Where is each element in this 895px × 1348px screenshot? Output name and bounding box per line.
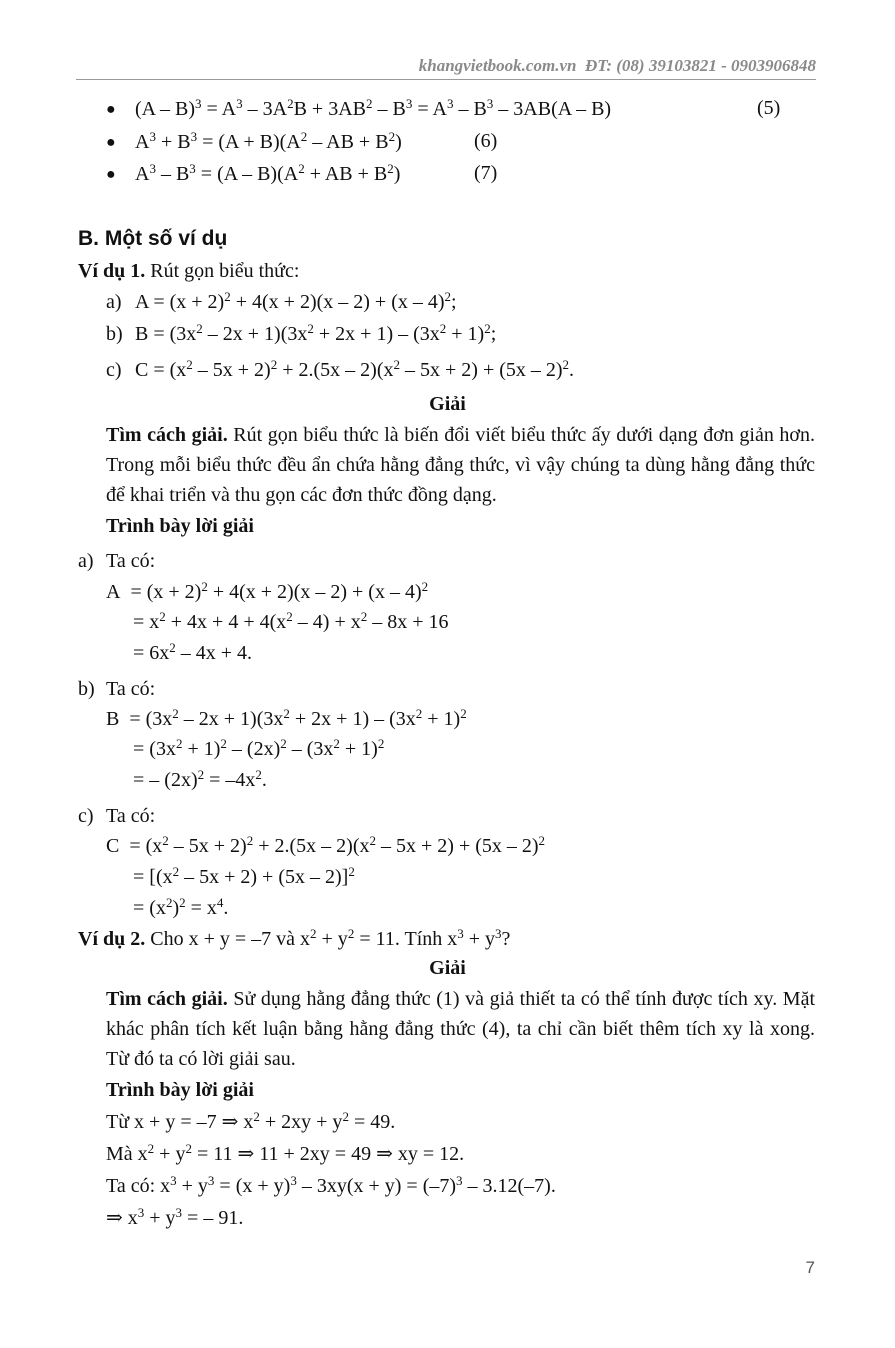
example-label: Ví dụ 2. [78,928,146,950]
page-header [0,56,816,76]
example-text: Rút gọn biểu thức: [145,260,300,282]
part-intro: Ta có: [106,805,156,827]
part-letter: a) [78,550,94,572]
method-text: Rút gọn biểu thức là biến đổi viết biểu thức ấy dưới dạng đơn giản hơn. Trong mỗi biểu thức đều ẩn chứa hằng đẳng thức, vì vậy chúng ta dùng hằng đẳng thức để khai triển và thu gọn các đơn thức đồng dạng. [106,424,815,506]
solution-title: Giải [429,957,466,979]
method-text: Sử dụng hằng đẳng thức (1) và giả thiết ta có thể tính được tích xy. Mặt khác phân tích kết luận bằng hằng đẳng thức (4), ta chỉ cần biết thêm tích xy là xong. Từ đó ta có lời giải sau. [106,988,815,1070]
work-line: ⇒ $x^3 + y^3$ = – 91. [106,1205,244,1229]
part-letter: b) [78,678,95,700]
formula-number: (5) [757,97,781,119]
bullet-icon: ● [106,101,116,118]
work-line: = $(3x^2 + 1)^2 - (2x)^2 - (3x^2 + 1)^2$ [133,736,385,760]
header-phone: ĐT: (08) 39103821 - 0903906848 [584,56,816,75]
ex1-item-letter: c) [106,359,122,381]
work-line: $C = (x^2 - 5x + 2)^2 + 2.(5x - 2)(x^2 - 5x + 2) + (5x - 2)^2$ [106,833,546,857]
work-line: Ta có: $x^3 + y^3 = (x + y)^3 - 3xy(x + y) = (-7)^3 - 3.12(-7)$. [106,1173,556,1197]
formula-number: (6) [474,130,498,152]
bullet-icon: ● [106,134,116,151]
formula-6: $A^3 + B^3 = (A + B)(A^2$ – AB + $B^2$) [135,129,402,153]
work-line: = $(x^2)^2 = x^4$. [133,895,229,919]
method-paragraph [106,984,815,1074]
formula-5: $(A - B)^3 = A^3 - 3A^2B + 3AB^2 - B^3 = A^3 - B^3 - 3AB(A - B)$ [135,96,612,120]
work-line: = – $(2x)^2 = -4x^2$. [133,767,267,791]
work-line: = $[(x^2 - 5x + 2) + (5x - 2)]^2$ [133,864,355,888]
method-label: Tìm cách giải. [106,424,228,446]
example-label: Ví dụ 1. [78,260,146,282]
solution-title: Giải [429,393,466,415]
part-letter: c) [78,805,94,827]
work-line: = $6x^2 - 4x + 4$. [133,640,253,664]
ex1-item-c: $C = (x^2 - 5x + 2)^2 + 2.(5x - 2)(x^2 - 5x + 2) + (5x - 2)^2$. [135,357,575,381]
method-label: Tìm cách giải. [106,988,228,1010]
method-paragraph [106,420,815,510]
work-line: Mà $x^2 + y^2 = 11$ ⇒ 11 + 2xy = 49 ⇒ xy = 12. [106,1141,465,1165]
work-line: $A = (x + 2)^2 + 4(x + 2)(x - 2) + (x - 4)^2$ [106,579,429,603]
example-1-statement [78,259,299,283]
example-2-statement [78,927,510,951]
header-rule [76,79,816,80]
page-number: 7 [805,1258,815,1277]
example-text: Cho x + y = –7 và $x^2 + y^2 = 11$. Tính $x^3 + y^3$? [145,926,511,950]
presentation-title: Trình bày lời giải [106,515,254,537]
work-line: Từ x + y = –7 ⇒ $x^2 + 2xy + y^2 = 49$. [106,1109,396,1133]
part-intro: Ta có: [106,550,156,572]
part-intro: Ta có: [106,678,156,700]
formula-7: $A^3 - B^3 = (A - B)(A^2$ + AB + $B^2$) [135,161,401,185]
ex1-item-b: $B = (3x^2 - 2x + 1)(3x^2 + 2x + 1) - (3x^2 + 1)^2$; [135,321,497,345]
bullet-icon: ● [106,166,116,183]
section-heading: B. Một số ví dụ [78,227,228,250]
ex1-item-letter: a) [106,291,122,313]
work-line: = $x^2 + 4x + 4 + 4(x^2 - 4) + x^2 - 8x + 16$ [133,609,449,633]
presentation-title: Trình bày lời giải [106,1079,254,1101]
work-line: $B = (3x^2 - 2x + 1)(3x^2 + 2x + 1) - (3x^2 + 1)^2$ [106,706,467,730]
formula-number: (7) [474,162,498,184]
header-site[interactable]: khangvietbook.com.vn [418,56,577,75]
ex1-item-letter: b) [106,323,123,345]
ex1-item-a: $A = (x + 2)^2 + 4(x + 2)(x - 2) + (x - 4)^2$; [135,289,457,313]
